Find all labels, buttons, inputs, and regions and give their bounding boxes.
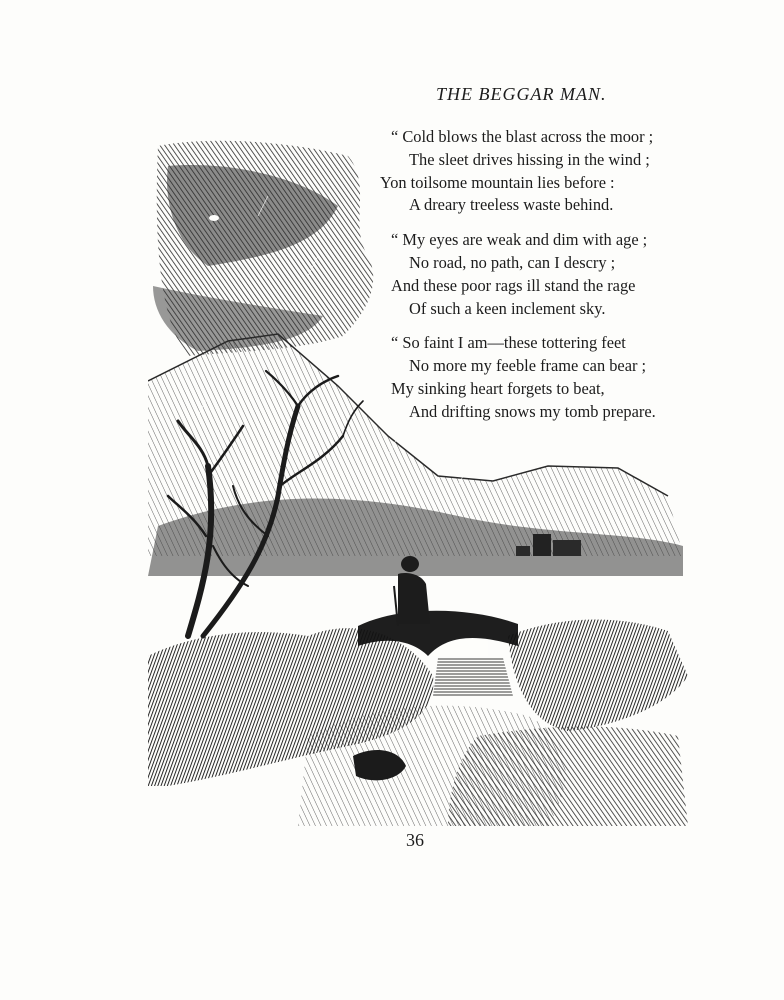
- page-title: THE BEGGAR MAN.: [436, 84, 607, 104]
- page-number: 36: [406, 830, 424, 850]
- poem-line: And these poor rags ill stand the rage: [391, 275, 636, 295]
- poem-line: “ Cold blows the blast across the moor ;: [391, 127, 654, 146]
- poem-line: “ My eyes are weak and dim with age ;: [391, 230, 648, 250]
- poem-line: “ So faint I am—these tottering feet: [391, 333, 626, 353]
- poem-line: No more my feeble frame can bear ;: [409, 356, 647, 376]
- mountain: [148, 334, 683, 576]
- poem-line: The sleet drives hissing in the wind ;: [409, 149, 650, 169]
- poem-line: Of such a keen inclement sky.: [409, 298, 606, 318]
- engraving-illustration: [148, 136, 693, 826]
- storm-clouds: [153, 141, 373, 356]
- poem-line: My sinking heart forgets to beat,: [391, 378, 605, 398]
- poem-line: A dreary treeless waste behind.: [409, 195, 614, 215]
- poem-line: Yon toilsome mountain lies before :: [380, 172, 615, 192]
- poem-line: And drifting snows my tomb prepare.: [409, 401, 656, 421]
- poem-line: No road, no path, can I descry ;: [409, 252, 616, 272]
- moon-glint: [209, 215, 219, 221]
